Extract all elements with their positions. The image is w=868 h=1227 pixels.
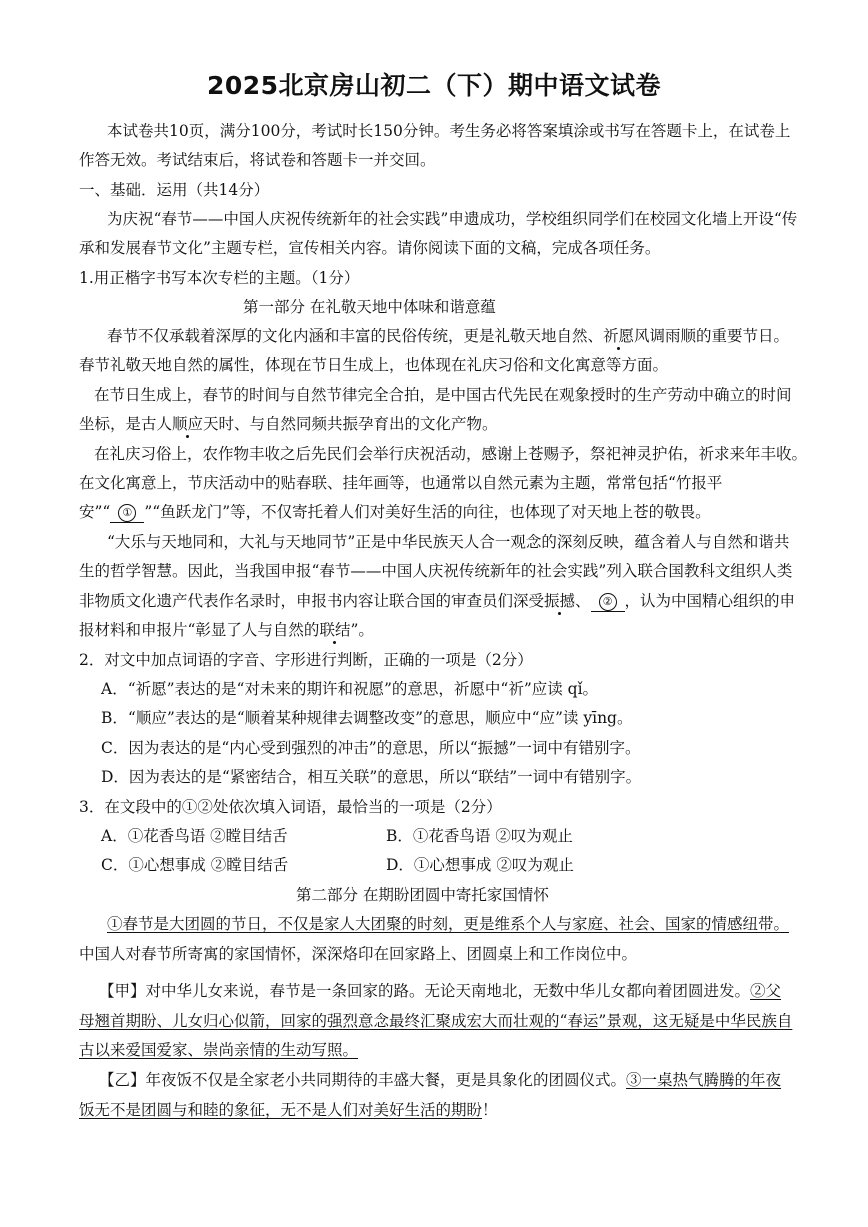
dotted-word: 祈愿 xyxy=(603,327,635,345)
passage-line: 坐标，是古人顺应天时、与自然同频共振孕育出的文化产物。 xyxy=(79,415,498,433)
option-b: B．①花香鸟语 ②叹为观止 xyxy=(386,827,573,845)
passage-line: 中国人对春节所寄寓的家国情怀，深深烙印在回家路上、团圆桌上和工作岗位中。 xyxy=(79,945,638,963)
question-1: 1.用正楷字书写本次专栏的主题。（1分） xyxy=(79,269,360,287)
intro-line: 作答无效。考试结束后，将试卷和答题卡一并交回。 xyxy=(79,151,436,169)
option-c: C．因为表达的是“内心受到强烈的冲击”的意思，所以“振撼”一词中有错别字。 xyxy=(101,739,641,757)
passage-line: 春节不仅承载着深厚的文化内涵和丰富的民俗传统，更是礼敬天地自然、祈愿风调雨顺的重要节日。 xyxy=(107,327,790,345)
passage-line: 饭无不是团圆与和睦的象征，无不是人们对美好生活的期盼！ xyxy=(79,1101,498,1119)
passage-line: 生的哲学智慧。因此，当我国申报“春节——中国人庆祝传统新年的社会实践”列入联合国教科文组织人类 xyxy=(79,562,793,580)
option-d: D．因为表达的是“紧密结合，相互关联”的意思，所以“联结”一词中有错别字。 xyxy=(101,768,642,786)
passage-line: ①春节是大团圆的节日，不仅是家人大团聚的时刻，更是维系个人与家庭、社会、国家的情感纽带。 xyxy=(107,915,790,933)
dotted-word: 顺应 xyxy=(172,415,204,433)
question-3: 3．在文段中的①②处依次填入词语，最恰当的一项是（2分） xyxy=(79,798,502,816)
passage-line: “大乐与天地同和，大礼与天地同节”正是中华民族天人合一观念的深刻反映，蕴含着人与自然和谐共 xyxy=(107,533,790,551)
option-a: A．“祈愿”表达的是“对未来的期许和祝愿”的意思，祈愿中“祈”应读 qǐ。 xyxy=(101,680,599,698)
blank-2 xyxy=(591,591,625,612)
circled-number-1: ① xyxy=(118,504,136,522)
part2-heading: 第二部分 在期盼团圆中寄托家国情怀 xyxy=(296,886,549,904)
page-title: 2025北京房山初二（下）期中语文试卷 xyxy=(206,71,662,100)
section-heading: 一、基础．运用（共14分） xyxy=(79,181,270,199)
passage-line: 非物质文化遗产代表作名录时，申报书内容让联合国的审查员们深受振撼、 ② ，认为中国精心组织的申 xyxy=(79,592,796,610)
passage-line: 古以来爱国爱家、崇尚亲情的生动写照。 xyxy=(79,1041,359,1059)
passage-line: 报材料和申报片“彰显了人与自然的联结”。 xyxy=(79,621,374,639)
passage-line: 在礼庆习俗上，农作物丰收之后先民们会举行庆祝活动，感谢上苍赐予，祭祀神灵护佑，祈求来年丰收。 xyxy=(94,445,808,463)
context-line: 为庆祝“春节——中国人庆祝传统新年的社会实践”申遗成功，学校组织同学们在校园文化墙上开设“传 xyxy=(107,210,798,228)
option-b: B．“顺应”表达的是“顺着某种规律去调整改变”的意思，顺应中“应”读 yīng。 xyxy=(101,709,633,727)
question-2: 2．对文中加点词语的字音、字形进行判断，正确的一项是（2分） xyxy=(79,651,533,669)
passage-line: 【乙】年夜饭不仅是全家老小共同期待的丰盛大餐，更是具象化的团圆仪式。③一桌热气腾腾的年夜 xyxy=(99,1071,782,1089)
passage-line: 春节礼敬天地自然的属性，体现在节日生成上，也体现在礼庆习俗和文化寓意等方面。 xyxy=(79,356,669,374)
intro-line: 本试卷共10页，满分100分，考试时长150分钟。考生务必将答案填涂或书写在答题卡上，在试卷上 xyxy=(107,122,791,140)
part1-heading: 第一部分 在礼敬天地中体味和谐意蕴 xyxy=(243,298,496,316)
option-c: C．①心想事成 ②瞠目结舌 xyxy=(101,856,289,874)
context-line: 承和发展春节文化”主题专栏，宣传相关内容。请你阅读下面的文稿，完成各项任务。 xyxy=(79,239,661,257)
passage-line: 母翘首期盼、儿女归心似箭，回家的强烈意念最终汇聚成宏大而壮观的“春运”景观，这无疑是中华民族自 xyxy=(79,1012,793,1030)
option-a: A．①花香鸟语 ②瞠目结舌 xyxy=(101,827,288,845)
passage-line: 在节日生成上，春节的时间与自然节律完全合拍，是中国古代先民在观象授时的生产劳动中确立的时间 xyxy=(94,386,792,404)
passage-line: 在文化寓意上，节庆活动中的贴春联、挂年画等，也通常以自然元素为主题，常常包括“竹报平 xyxy=(79,474,723,492)
option-d: D．①心想事成 ②叹为观止 xyxy=(386,856,574,874)
blank-1 xyxy=(110,502,144,523)
dotted-word: 振撼 xyxy=(544,592,576,610)
passage-line: 安”“ ① ”“鱼跃龙门”等，不仅寄托着人们对美好生活的向往，也体现了对天地上苍的敬畏。 xyxy=(79,503,711,521)
dotted-word: 联结 xyxy=(319,621,351,639)
circled-number-2: ② xyxy=(599,593,617,611)
passage-line: 【甲】对中华儿女来说，春节是一条回家的路。无论天南地北，无数中华儿女都向着团圆进发。②父 xyxy=(99,982,782,1000)
